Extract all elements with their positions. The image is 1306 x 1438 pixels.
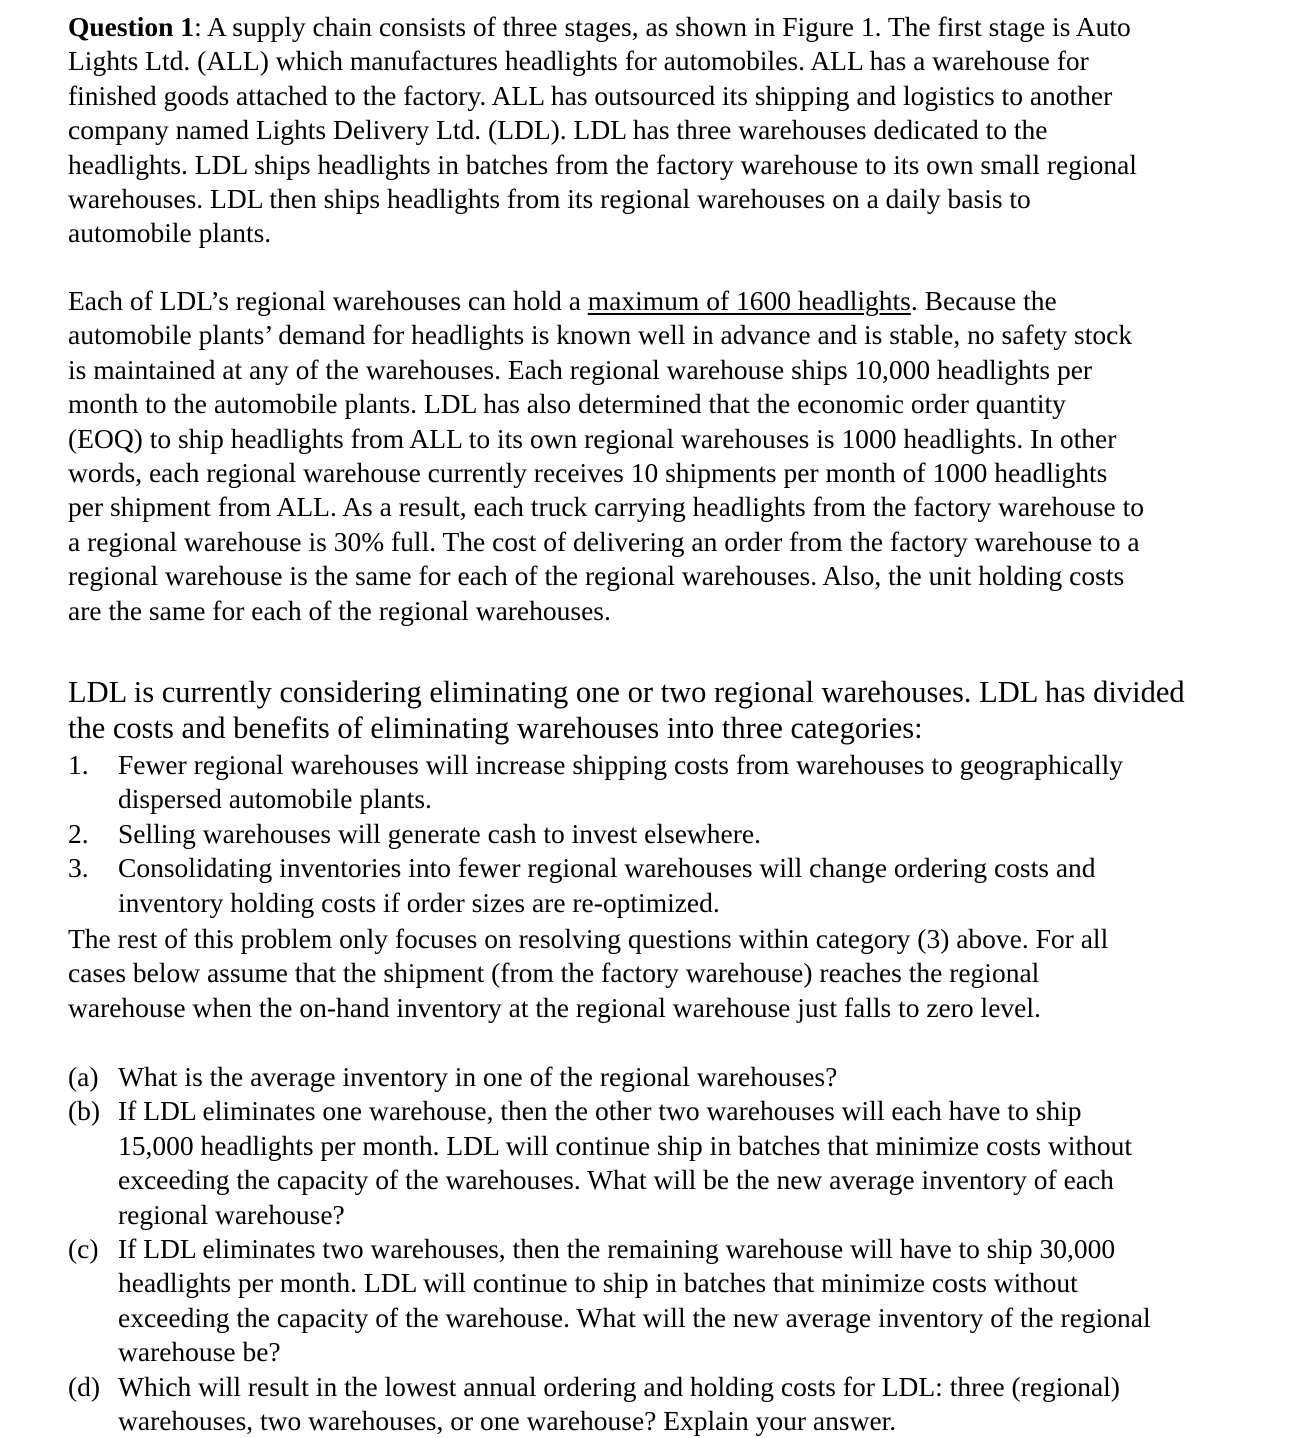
- subquestion-a: (a) What is the average inventory in one of the regional warehouses?: [68, 1060, 1151, 1094]
- intro-paragraph: Question 1: A supply chain consists of three stages, as shown in Figure 1. The first stage is Auto Lights Ltd. (ALL) which manufactures headlights for automobiles. ALL has a warehouse for finished goods attached to the factory. ALL has outsourced its shipping and logistics to another company named Lights Delivery Ltd. (LDL). LDL has three warehouses dedicated to the headlights. LDL ships headlights in batches from the factory warehouse to its own small regional warehouses. LDL then ships headlights from its regional warehouses on a daily basis to automobile plants.: [68, 11, 1137, 249]
- scope-paragraph: The rest of this problem only focuses on resolving questions within category (3) above. For all cases below assume that the shipment (from the factory warehouse) reaches the regional warehouse when the on-hand inventory at the regional warehouse just falls to zero level.: [68, 923, 1109, 1023]
- consideration-paragraph: LDL is currently considering eliminating one or two regional warehouses. LDL has divided the costs and benefits of eliminating warehouses into three categories:: [68, 675, 1185, 745]
- category-number: 2.: [68, 817, 89, 849]
- subquestion-label: (d): [68, 1370, 101, 1402]
- capacity-highlight: maximum of 1600 headlights: [587, 285, 911, 316]
- question-label: Question 1: [68, 11, 195, 42]
- subquestion-list: [68, 1060, 1151, 1438]
- subquestion-c: (c) If LDL eliminates two warehouses, then the remaining warehouse will have to ship 30,000 headlights per month. LDL will continue to ship in batches that minimize costs without exceeding the capacity of the warehouse. What will the new average inventory of the regional warehouse be?: [68, 1233, 1151, 1368]
- category-list: [68, 748, 1123, 920]
- category-item: 1. Fewer regional warehouses will increase shipping costs from warehouses to geographically dispersed automobile plants.: [68, 749, 1123, 815]
- capacity-paragraph: Each of LDL’s regional warehouses can hold a maximum of 1600 headlights. Because the automobile plants’ demand for headlights is known well in advance and is stable, no safety stock is maintained at any of the warehouses. Each regional warehouse ships 10,000 headlights per month to the automobile plants. LDL has also determined that the economic order quantity (EOQ) to ship headlights from ALL to its own regional warehouses is 1000 headlights. In other words, each regional warehouse currently receives 10 shipments per month of 1000 headlights per shipment from ALL. As a result, each truck carrying headlights from the factory warehouse to a regional warehouse is 30% full. The cost of delivering an order from the factory warehouse to a regional warehouse is the same for each of the regional warehouses. Also, the unit holding costs are the same for each of the regional warehouses.: [68, 285, 1144, 626]
- subquestion-d: (d) Which will result in the lowest annual ordering and holding costs for LDL: three (regional) warehouses, two warehouses, or one warehouse? Explain your answer.: [68, 1370, 1120, 1437]
- subquestion-label: (c): [68, 1233, 99, 1265]
- subquestion-label: (b): [68, 1095, 101, 1127]
- category-item: 3. Consolidating inventories into fewer regional warehouses will change ordering costs and inventory holding costs if order sizes are re-optimized.: [68, 852, 1096, 918]
- category-number: 3.: [68, 852, 89, 884]
- subquestion-label: (a): [68, 1061, 99, 1092]
- subquestion-b: (b) If LDL eliminates one warehouse, then the other two warehouses will each have to ship 15,000 headlights per month. LDL will continue ship in batches that minimize costs without exceeding the capacity of the warehouses. What will be the new average inventory of each regional warehouse?: [68, 1095, 1133, 1230]
- category-item: 2. Selling warehouses will generate cash to invest elsewhere.: [68, 817, 1123, 851]
- category-number: 1.: [68, 749, 89, 780]
